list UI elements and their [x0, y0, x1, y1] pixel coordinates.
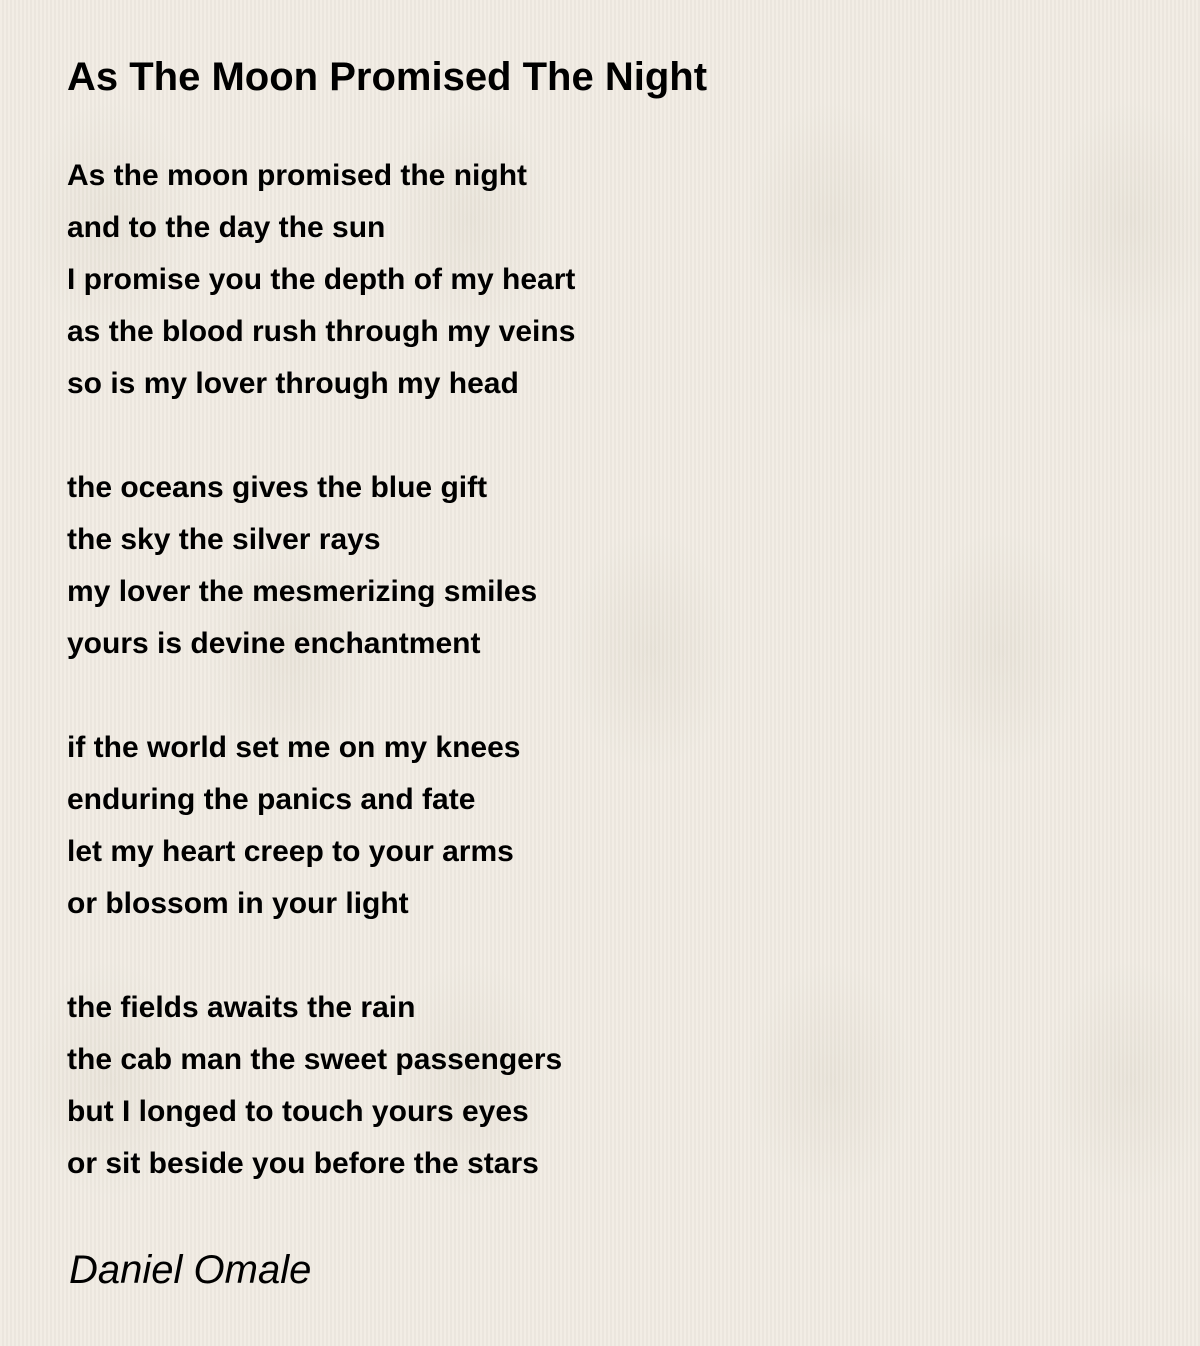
stanza-3 — [67, 722, 1147, 930]
poem-line: as the blood rush through my veins — [67, 315, 576, 348]
poem-line: yours is devine enchantment — [67, 627, 481, 660]
poem-line: or sit beside you before the stars — [67, 1147, 539, 1180]
poem-line: I promise you the depth of my heart — [67, 263, 576, 296]
poem-line: let my heart creep to your arms — [67, 835, 514, 868]
poem-line: the oceans gives the blue gift — [67, 471, 488, 504]
poem-line: enduring the panics and fate — [67, 783, 476, 816]
poem-line: or blossom in your light — [67, 887, 409, 920]
poem-line: my lover the mesmerizing smiles — [67, 575, 538, 608]
poem-line: the sky the silver rays — [67, 523, 381, 556]
poem-line: the fields awaits the rain — [67, 991, 416, 1024]
stanza-1 — [67, 150, 1147, 410]
poem-line: if the world set me on my knees — [67, 731, 521, 764]
poem-author: Daniel Omale — [69, 1248, 312, 1292]
stanza-4 — [67, 982, 1147, 1190]
poem-container — [67, 52, 1147, 1242]
poem-line: and to the day the sun — [67, 211, 386, 244]
stanza-2 — [67, 462, 1147, 670]
poem-line: so is my lover through my head — [67, 367, 519, 400]
poem-line: the cab man the sweet passengers — [67, 1043, 563, 1076]
poem-title: As The Moon Promised The Night — [67, 55, 708, 99]
poem-line: As the moon promised the night — [67, 159, 528, 192]
poem-line: but I longed to touch yours eyes — [67, 1095, 529, 1128]
